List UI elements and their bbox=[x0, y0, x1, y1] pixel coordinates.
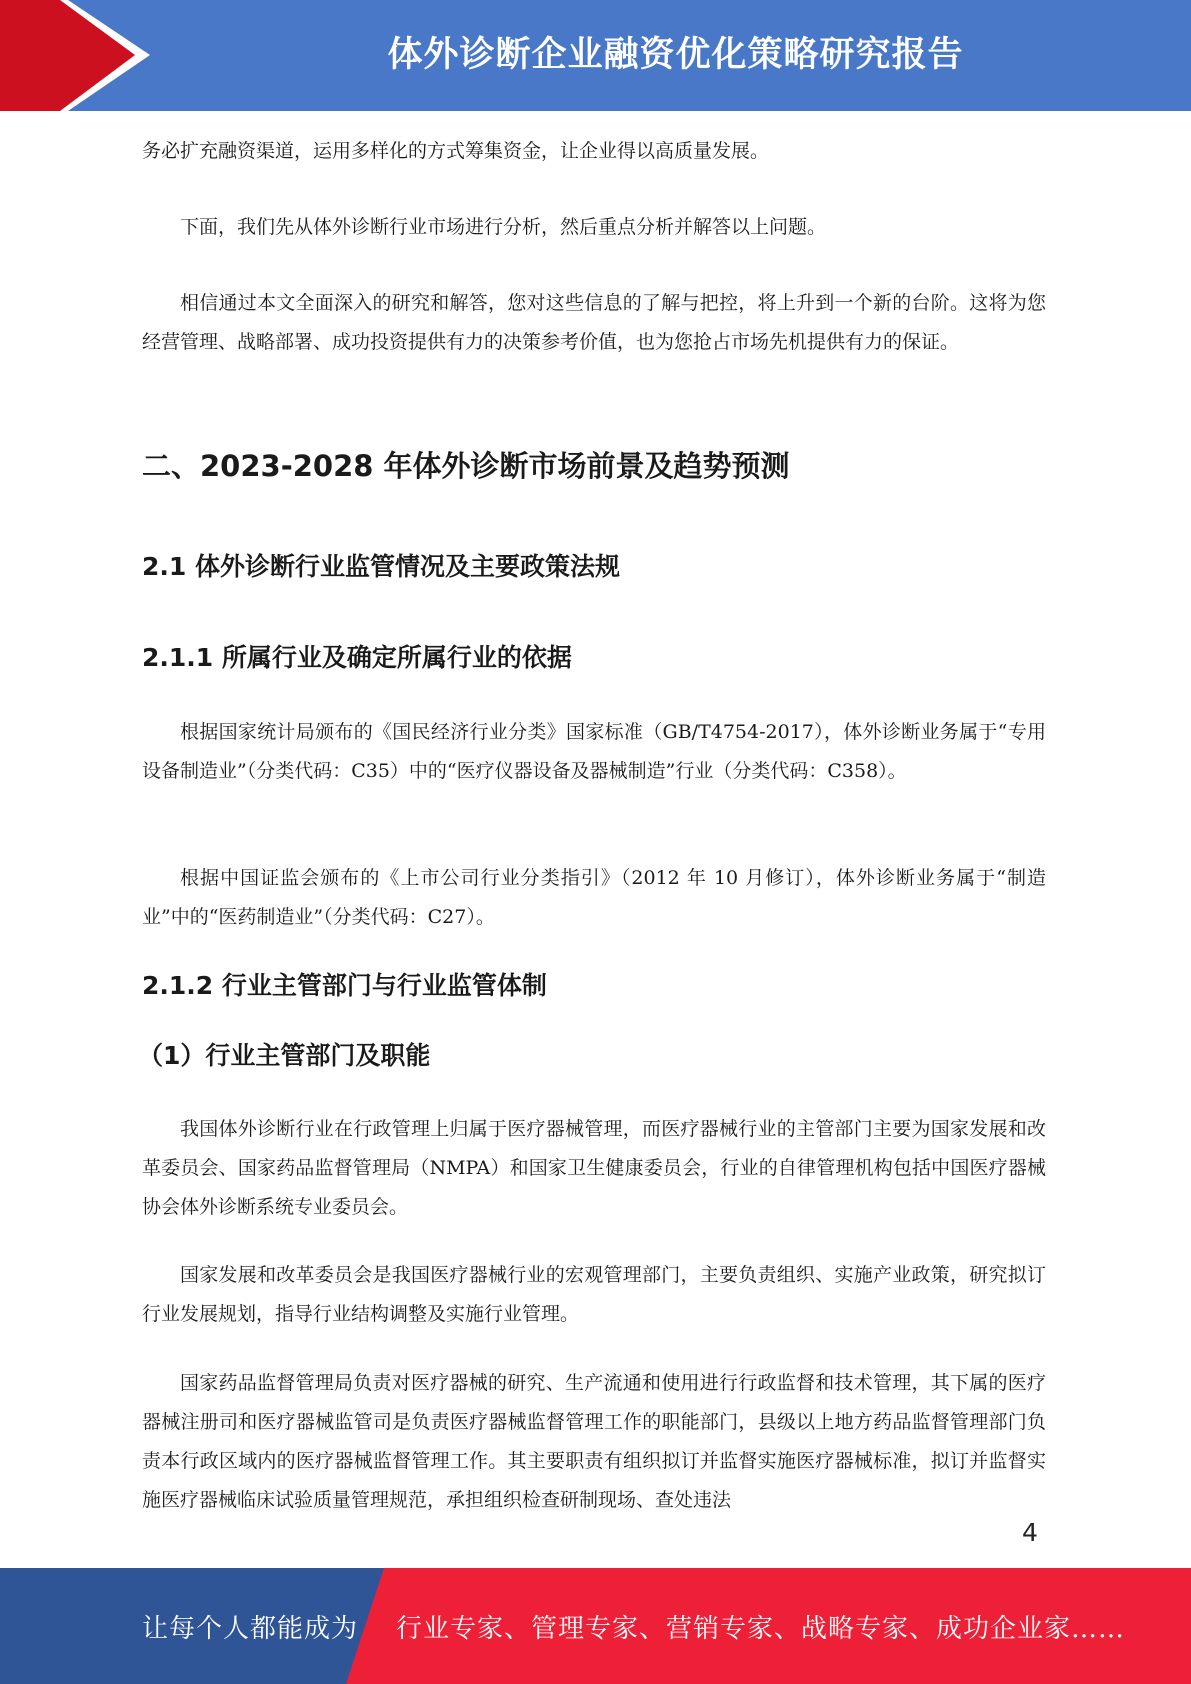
paragraph-value: 相信通过本文全面深入的研究和解答，您对这些信息的了解与把控，将上升到一个新的台阶。这将为您经营管理、战略部署、成功投资提供有力的决策参考价值，也为您抢占市场先机提供有力的保证。 bbox=[142, 292, 1046, 353]
heading-sub-1: （1）行业主管部门及职能 bbox=[138, 1041, 431, 1070]
heading-2-1-1: 2.1.1 所属行业及确定所属行业的依据 bbox=[142, 643, 572, 672]
paragraph-ndrc: 国家发展和改革委员会是我国医疗器械行业的宏观管理部门，主要负责组织、实施产业政策，研究拟订行业发展规划，指导行业结构调整及实施行业管理。 bbox=[142, 1264, 1046, 1325]
heading-2-1: 2.1 体外诊断行业监管情况及主要政策法规 bbox=[142, 552, 620, 581]
paragraph-nmpa: 国家药品监督管理局负责对医疗器械的研究、生产流通和使用进行行政监督和技术管理，其下属的医疗器械注册司和医疗器械监管司是负责医疗器械监督管理工作的职能部门，县级以上地方药品监督管理部门负责本行政区域内的医疗器械监督管理工作。其主要职责有组织拟订并监督实施医疗器械标准，拟订并监督实施医疗器械临床试验质量管理规范，承担组织检查研制现场、查处违法 bbox=[142, 1372, 1046, 1511]
paragraph-intro-end: 务必扩充融资渠道，运用多样化的方式筹集资金，让企业得以高质量发展。 bbox=[142, 140, 770, 162]
heading-2-1-2: 2.1.2 行业主管部门与行业监管体制 bbox=[142, 971, 547, 1000]
paragraph-csrc-classification: 根据中国证监会颁布的《上市公司行业分类指引》（2012 年 10 月修订），体外诊断业务属于“制造业”中的“医药制造业”（分类代码：C27）。 bbox=[142, 867, 1046, 928]
section-heading-2: 二、2023-2028 年体外诊断市场前景及趋势预测 bbox=[142, 449, 790, 483]
paragraph-analysis-plan: 下面，我们先从体外诊断行业市场进行分析，然后重点分析并解答以上问题。 bbox=[180, 216, 827, 238]
paragraph-authorities: 我国体外诊断行业在行政管理上归属于医疗器械管理，而医疗器械行业的主管部门主要为国家发展和改革委员会、国家药品监督管理局（NMPA）和国家卫生健康委员会，行业的自律管理机构包括中国医疗器械协会体外诊断系统专业委员会。 bbox=[142, 1118, 1046, 1218]
footer-slogan-left: 让每个人都能成为 bbox=[142, 1613, 359, 1644]
page-number: 4 bbox=[1022, 1518, 1038, 1547]
page-header bbox=[0, 0, 1191, 111]
footer-slogan-right: 行业专家、管理专家、营销专家、战略专家、成功企业家…… bbox=[396, 1613, 1126, 1644]
report-title: 体外诊断企业融资优化策略研究报告 bbox=[387, 35, 964, 75]
page-footer bbox=[0, 1568, 1191, 1684]
paragraph-industry-classification: 根据国家统计局颁布的《国民经济行业分类》国家标准（GB/T4754-2017），体外诊断业务属于“专用设备制造业”（分类代码：C35）中的“医疗仪器设备及器械制造”行业（分类代码：C358）。 bbox=[142, 721, 1046, 782]
